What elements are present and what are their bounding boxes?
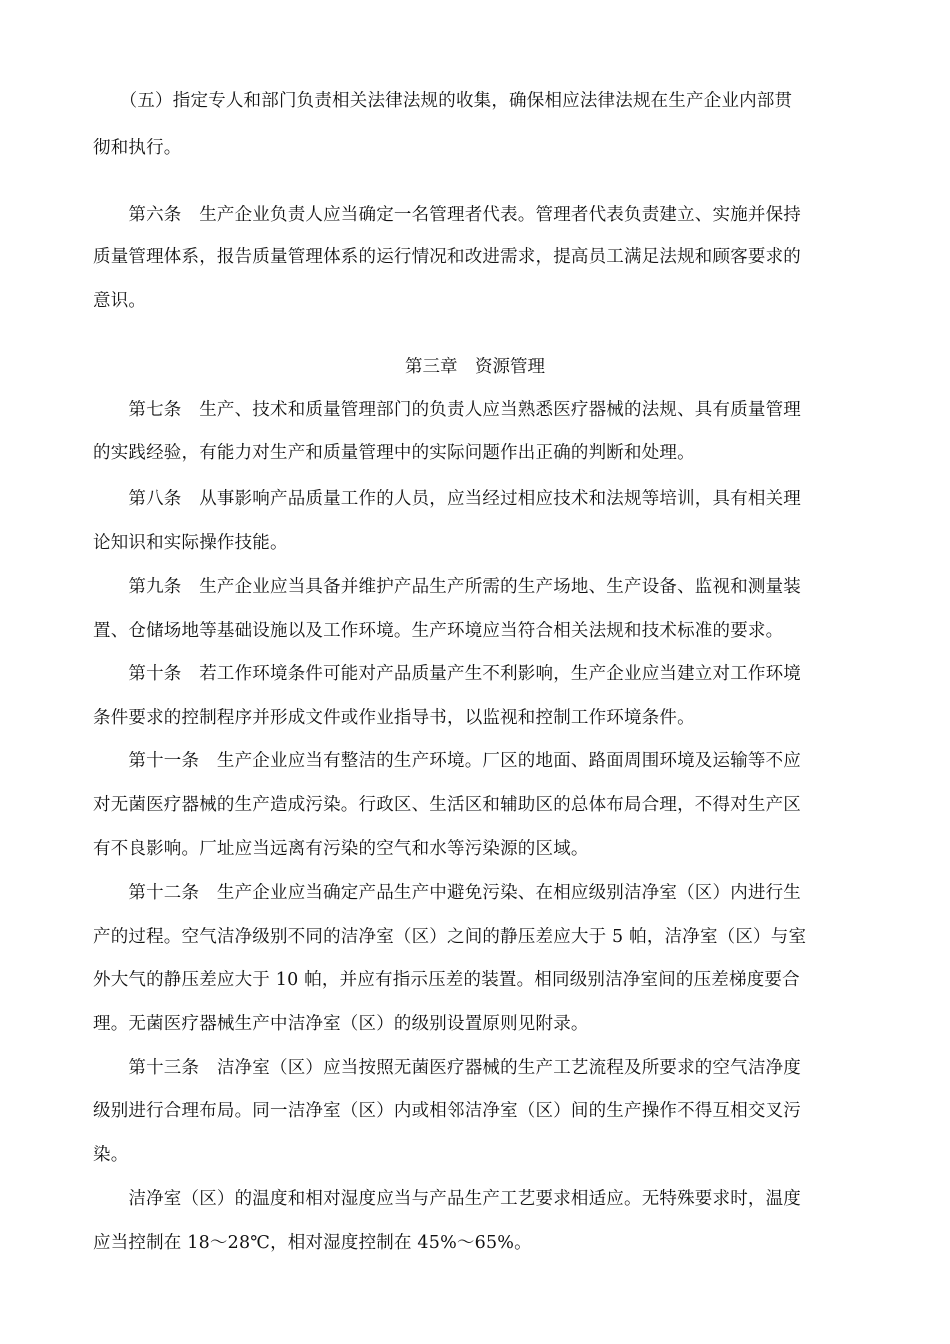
paragraph-line: 的实践经验，有能力对生产和质量管理中的实际问题作出正确的判断和处理。 [93, 443, 695, 463]
paragraph-line: 彻和执行。 [93, 138, 182, 158]
paragraph-line: 质量管理体系，报告质量管理体系的运行情况和改进需求，提高员工满足法规和顾客要求的 [93, 247, 801, 267]
paragraph-line: 应当控制在 18～28℃，相对湿度控制在 45%～65%。 [93, 1233, 532, 1253]
paragraph-line: （五）指定专人和部门负责相关法律法规的收集，确保相应法律法规在生产企业内部贯 [93, 91, 793, 111]
paragraph-line: 意识。 [93, 291, 147, 311]
paragraph-line: 第八条 从事影响产品质量工作的人员，应当经过相应技术和法规等培训，具有相关理 [93, 489, 801, 509]
paragraph-line: 第十二条 生产企业应当确定产品生产中避免污染、在相应级别洁净室（区）内进行生 [93, 883, 801, 903]
paragraph-line: 条件要求的控制程序并形成文件或作业指导书，以监视和控制工作环境条件。 [93, 708, 695, 728]
paragraph-line: 外大气的静压差应大于 10 帕，并应有指示压差的装置。相同级别洁净室间的压差梯度要合 [93, 970, 800, 990]
paragraph-line: 级别进行合理布局。同一洁净室（区）内或相邻洁净室（区）间的生产操作不得互相交叉污 [93, 1101, 801, 1121]
paragraph-line: 第十三条 洁净室（区）应当按照无菌医疗器械的生产工艺流程及所要求的空气洁净度 [93, 1058, 801, 1078]
paragraph-line: 产的过程。空气洁净级别不同的洁净室（区）之间的静压差应大于 5 帕，洁净室（区）与室 [93, 927, 807, 947]
paragraph-line: 置、仓储场地等基础设施以及工作环境。生产环境应当符合相关法规和技术标准的要求。 [93, 621, 784, 641]
paragraph-line: 第九条 生产企业应当具备并维护产品生产所需的生产场地、生产设备、监视和测量装 [93, 577, 801, 597]
paragraph-line: 第十条 若工作环境条件可能对产品质量产生不利影响，生产企业应当建立对工作环境 [93, 664, 801, 684]
paragraph-line: 第六条 生产企业负责人应当确定一名管理者代表。管理者代表负责建立、实施并保持 [93, 205, 801, 225]
paragraph-line: 对无菌医疗器械的生产造成污染。行政区、生活区和辅助区的总体布局合理，不得对生产区 [93, 795, 801, 815]
paragraph-line: 第十一条 生产企业应当有整洁的生产环境。厂区的地面、路面周围环境及运输等不应 [93, 751, 801, 771]
paragraph-line: 有不良影响。厂址应当远离有污染的空气和水等污染源的区域。 [93, 839, 589, 859]
paragraph-line: 论知识和实际操作技能。 [93, 533, 288, 553]
chapter-heading: 第三章 资源管理 [405, 357, 545, 377]
paragraph-line: 理。无菌医疗器械生产中洁净室（区）的级别设置原则见附录。 [93, 1014, 589, 1034]
paragraph-line: 第七条 生产、技术和质量管理部门的负责人应当熟悉医疗器械的法规、具有质量管理 [93, 400, 801, 420]
paragraph-line: 染。 [93, 1145, 129, 1165]
paragraph-line: 洁净室（区）的温度和相对湿度应当与产品生产工艺要求相适应。无特殊要求时，温度 [93, 1189, 801, 1209]
